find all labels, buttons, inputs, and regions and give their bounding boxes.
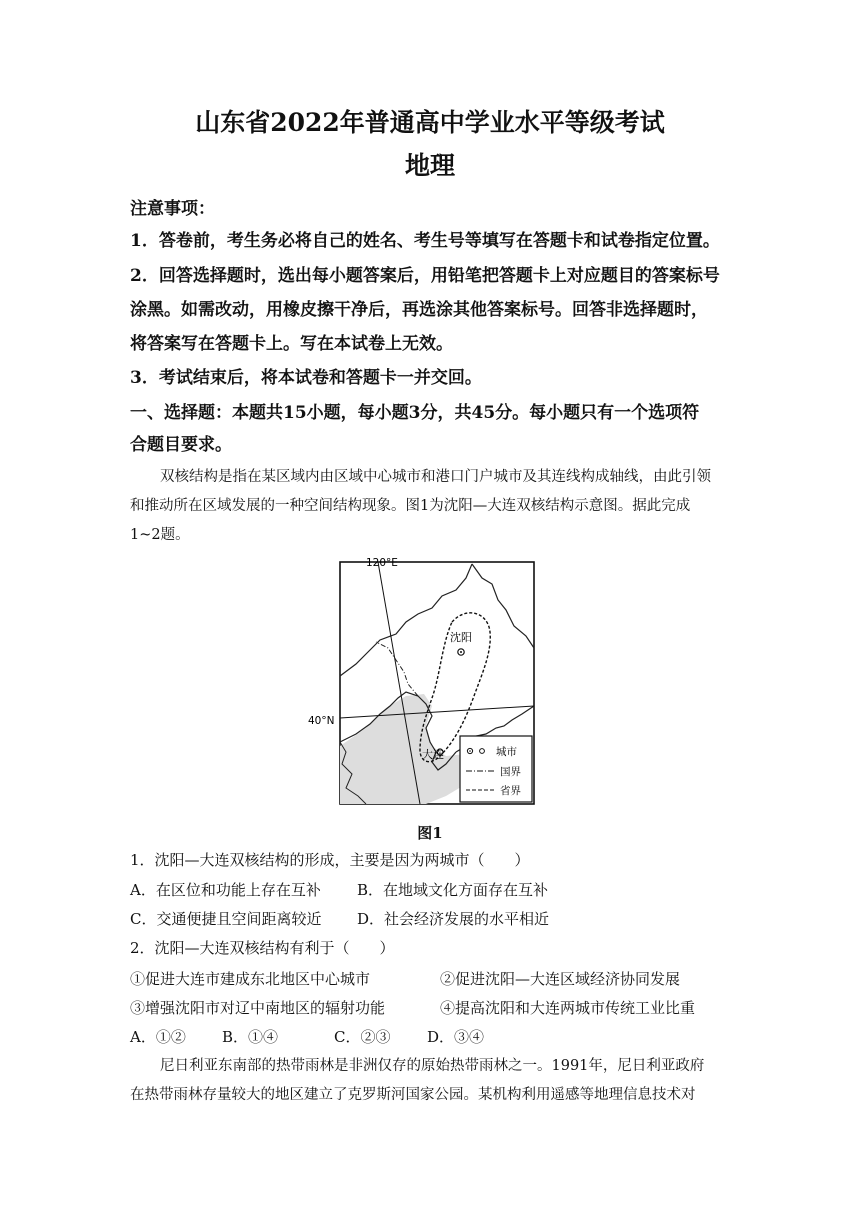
q2-option-c: C．②③ [334,1028,391,1046]
label-shenyang: 沈阳 [450,631,472,644]
notice-line-4: 将答案写在答题卡上。写在本试卷上无效。 [130,334,453,354]
exam-subject: 地理 [404,151,455,180]
q1-option-c: C．交通便捷且空间距离较近 [130,910,322,928]
label-40n: 40°N [308,715,335,727]
label-120e: 120°E [366,557,398,569]
section-heading-line-1: 一、选择题：本题共15小题，每小题3分，共45分。每小题只有一个选项符 [130,403,700,423]
q1-option-d: D．社会经济发展的水平相近 [357,910,550,928]
q2-option-b: B．①④ [222,1028,279,1046]
notice-line-5: 3．考试结束后，将本试卷和答题卡一并交回。 [130,368,482,388]
q2-statement-4: ④提高沈阳和大连两城市传统工业比重 [440,999,696,1017]
passage2-line-1: 尼日利亚东南部的热带雨林是非洲仅存的原始热带雨林之一。1991年，尼日利亚政府 [160,1058,705,1074]
legend-provincial: 省界 [500,785,521,797]
notice-line-1: 1．答卷前，考生务必将自己的姓名、考生号等填写在答题卡和试卷指定位置。 [130,231,720,251]
passage1-line-3: 1~2题。 [130,527,190,543]
label-dalian: 大连 [422,748,444,761]
shenyang-dalian-map [306,556,542,808]
q2-statement-1: ①促进大连市建成东北地区中心城市 [130,970,371,988]
q2-stem: 2．沈阳—大连双核结构有利于（ ） [130,939,395,957]
q2-option-d: D．③④ [427,1028,485,1046]
notice-line-2: 2．回答选择题时，选出每小题答案后，用铅笔把答题卡上对应题目的答案标号 [130,266,720,286]
notice-heading: 注意事项： [130,199,215,219]
q1-option-b: B．在地域文化方面存在互补 [357,881,549,899]
section-heading-line-2: 合题目要求。 [130,435,232,455]
q2-option-a: A．①② [130,1028,186,1046]
legend-city: 城市 [496,746,517,758]
exam-title: 山东省2022年普通高中学业水平等级考试 [195,108,665,137]
passage1-line-1: 双核结构是指在某区域内由区域中心城市和港口门户城市及其连线构成轴线，由此引领 [160,469,711,485]
legend-national: 国界 [500,766,521,778]
q2-statement-2: ②促进沈阳—大连区域经济协同发展 [440,970,681,988]
passage2-line-2: 在热带雨林存量较大的地区建立了克罗斯河国家公园。某机构利用遥感等地理信息技术对 [130,1087,696,1103]
notice-line-3: 涂黑。如需改动，用橡皮擦干净后，再选涂其他答案标号。回答非选择题时， [130,300,708,320]
q1-stem: 1．沈阳—大连双核结构的形成，主要是因为两城市（ ） [130,851,530,869]
passage1-line-2: 和推动所在区域发展的一种空间结构现象。图1为沈阳—大连双核结构示意图。据此完成 [130,498,691,514]
q2-statement-3: ③增强沈阳市对辽中南地区的辐射功能 [130,999,386,1017]
figure-caption: 图1 [417,824,443,842]
q1-option-a: A．在区位和功能上存在互补 [130,881,321,899]
